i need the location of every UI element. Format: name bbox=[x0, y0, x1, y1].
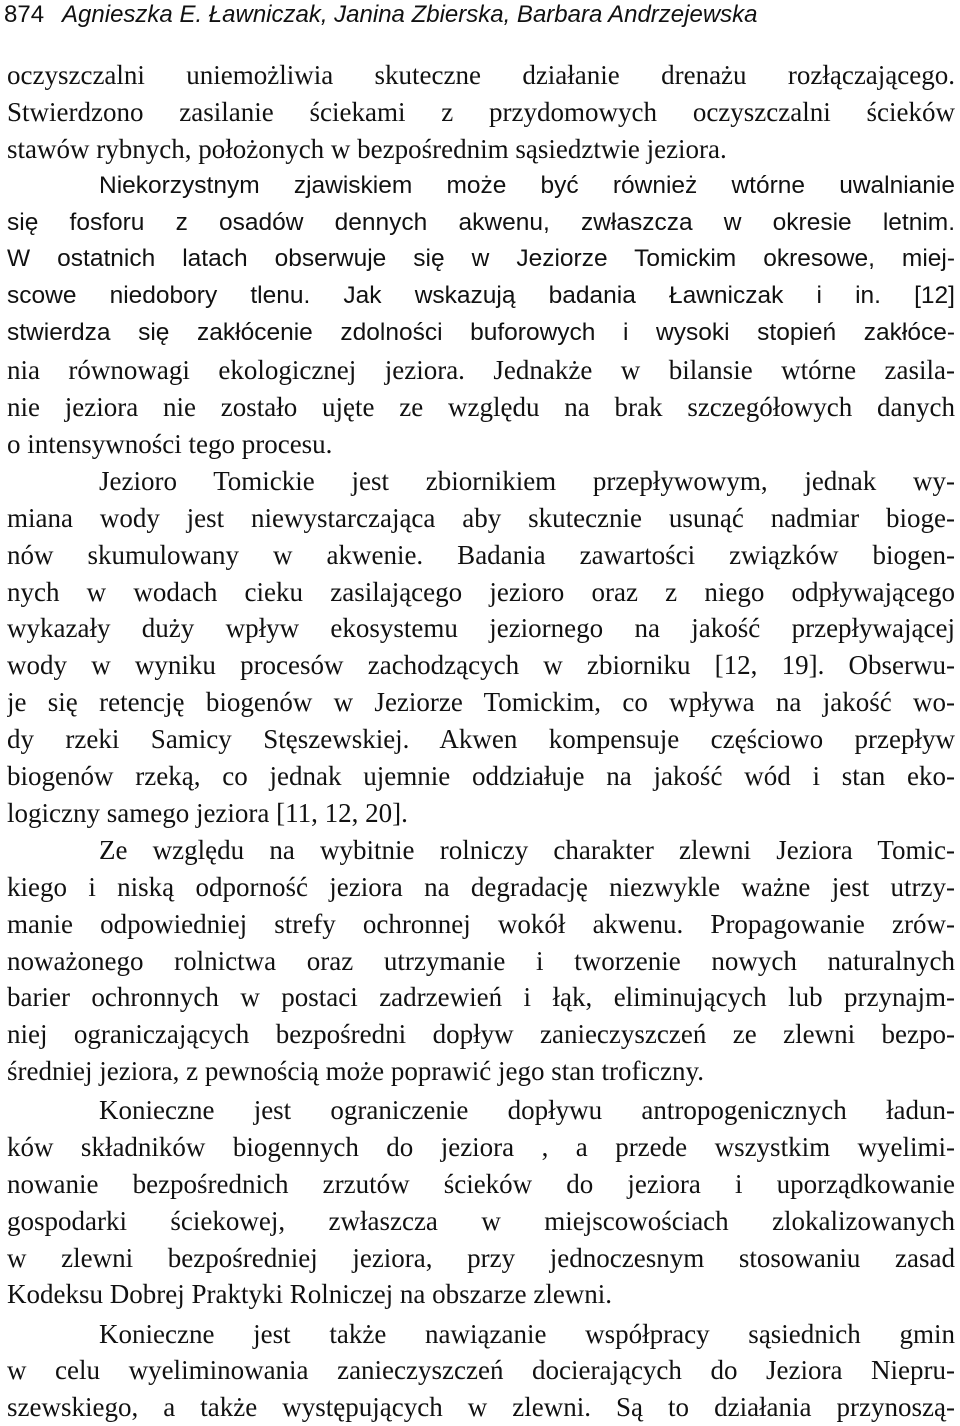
text-line: Ze względu na wybitnie rolniczy charakter zlewni Jeziora Tomic- bbox=[7, 832, 955, 869]
paragraph-phosphorus bbox=[7, 168, 955, 352]
text-line: nowanie bezpośrednich zrzutów ścieków do jeziora i uporządkowanie bbox=[7, 1166, 955, 1203]
text-line: szewskiego, a także występujących w zlewni. Są to działania przynoszą- bbox=[7, 1389, 955, 1426]
text-line: oczyszczalni uniemożliwia skuteczne działanie drenażu rozłączającego. bbox=[7, 57, 955, 94]
header-authors: Agnieszka E. Ławniczak, Janina Zbierska, Barbara Andrzejewska bbox=[62, 1, 757, 28]
text-line: wykazały duży wpływ ekosystemu jeziornego na jakość przepływającej bbox=[7, 610, 955, 647]
paragraph-limit-inflow bbox=[7, 1092, 955, 1313]
page-number: 874 bbox=[4, 1, 44, 28]
paragraph-cooperation bbox=[7, 1316, 955, 1426]
text-line: miana wody jest niewystarczająca aby skutecznie usunąć nadmiar biogе- bbox=[7, 500, 955, 537]
text-line: średniej jeziora, z pewnością może poprawić jego stan troficzny. bbox=[7, 1053, 955, 1090]
text-line: manie odpowiedniej strefy ochronnej wokół akwenu. Propagowanie zrów- bbox=[7, 906, 955, 943]
running-header bbox=[4, 0, 758, 40]
text-line: Konieczne jest ograniczenie dopływu antropogenicznych ładun- bbox=[7, 1092, 955, 1129]
text-line: nie jeziora nie zostało ujęte ze względu na brak szczegółowych danych bbox=[7, 389, 955, 426]
text-line: kiego i niską odporność jeziora na degradację niezwykle ważne jest utrzy- bbox=[7, 869, 955, 906]
paragraph-protection-zone bbox=[7, 832, 955, 1090]
text-line: noważonego rolnictwa oraz utrzymanie i tworzenie nowych naturalnych bbox=[7, 943, 955, 980]
text-line: Niekorzystnym zjawiskiem może być również wtórne uwalnianie bbox=[7, 168, 955, 205]
text-line: nów skumulowany w akwenie. Badania zawartości związków biogen- bbox=[7, 537, 955, 574]
text-line: stwierdza się zakłócenie zdolności buforowych i wysoki stopień zakłóce- bbox=[7, 315, 955, 352]
text-line: wody w wyniku procesów zachodzących w zbiorniku [12, 19]. Obserwu- bbox=[7, 647, 955, 684]
text-line: W ostatnich latach obserwuje się w Jeziorze Tomickim okresowe, miej- bbox=[7, 241, 955, 278]
text-line: dy rzeki Samicy Stęszewskiej. Akwen kompensuje częściowo przepływ bbox=[7, 721, 955, 758]
text-line: nia równowagi ekologicznej jeziora. Jednakże w bilansie wtórne zasila- bbox=[7, 352, 955, 389]
text-line: biogenów rzeką, co jednak ujemnie oddziałuje na jakość wód i stan eko- bbox=[7, 758, 955, 795]
paragraph-continuation bbox=[7, 57, 955, 168]
text-line: Stwierdzono zasilanie ściekami z przydomowych oczyszczalni ścieków bbox=[7, 94, 955, 131]
text-line: gospodarki ściekowej, zwłaszcza w miejscowościach zlokalizowanych bbox=[7, 1203, 955, 1240]
text-line: o intensywności tego procesu. bbox=[7, 426, 955, 463]
text-line: Jezioro Tomickie jest zbiornikiem przepływowym, jednak wy- bbox=[7, 463, 955, 500]
text-line: stawów rybnych, położonych w bezpośrednim sąsiedztwie jeziora. bbox=[7, 131, 955, 168]
text-line: nych w wodach cieku zasilającego jezioro oraz z niego odpływającego bbox=[7, 574, 955, 611]
text-line: barier ochronnych w postaci zadrzewień i łąk, eliminujących lub przynajm- bbox=[7, 979, 955, 1016]
paragraph-flow-through bbox=[7, 463, 955, 832]
text-line: Kodeksu Dobrej Praktyki Rolniczej na obszarze zlewni. bbox=[7, 1276, 955, 1313]
text-line: w zlewni bezpośredniej jeziora, przy jednoczesnym stosowaniu zasad bbox=[7, 1240, 955, 1277]
text-line: ków składników biogennych do jeziora , a przede wszystkim wyelimi- bbox=[7, 1129, 955, 1166]
text-line: w celu wyeliminowania zanieczyszczeń docierających do Jeziora Niepru- bbox=[7, 1352, 955, 1389]
text-line: logiczny samego jeziora [11, 12, 20]. bbox=[7, 795, 955, 832]
text-line: scowe niedobory tlenu. Jak wskazują badania Ławniczak i in. [12] bbox=[7, 278, 955, 315]
text-line: Konieczne jest także nawiązanie współpracy sąsiednich gmin bbox=[7, 1316, 955, 1353]
text-line: się fosforu z osadów dennych akwenu, zwłaszcza w okresie letnim. bbox=[7, 205, 955, 242]
paragraph-balance bbox=[7, 352, 955, 463]
text-line: je się retencję biogenów w Jeziorze Tomickim, co wpływa na jakość wo- bbox=[7, 684, 955, 721]
text-line: niej ograniczających bezpośredni dopływ zanieczyszczeń ze zlewni bezpo- bbox=[7, 1016, 955, 1053]
